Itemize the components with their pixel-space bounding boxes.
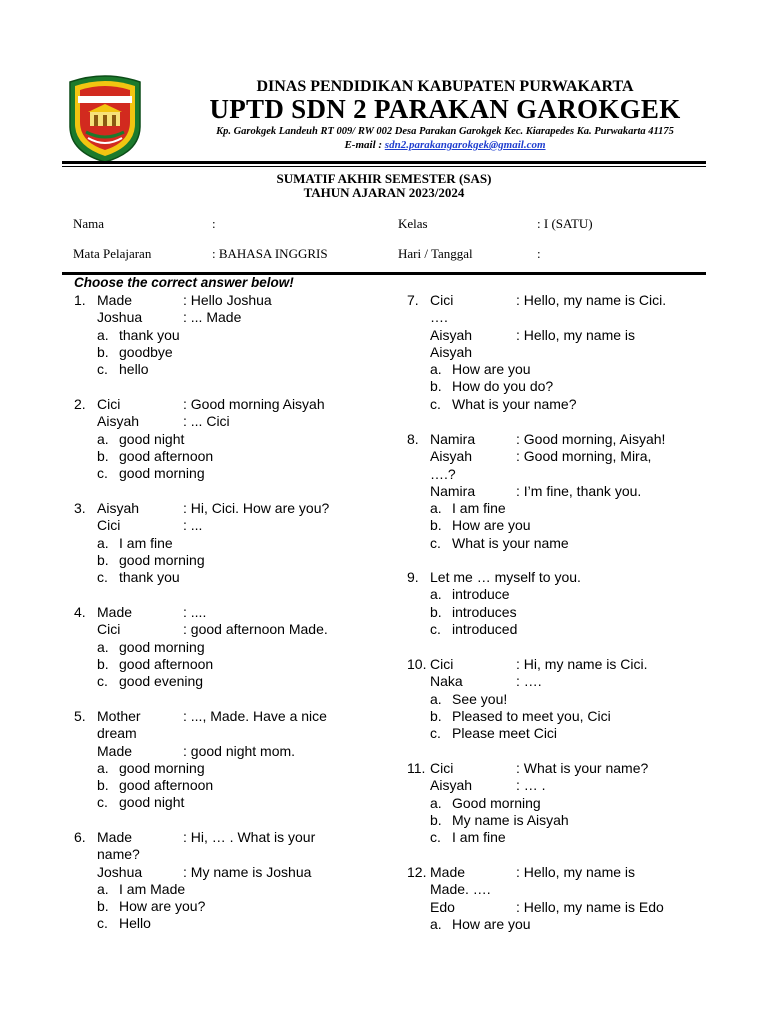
option-letter: b.	[97, 655, 109, 672]
question-item	[407, 656, 737, 742]
answer-option[interactable]	[407, 691, 737, 708]
question-item	[74, 604, 404, 690]
school-district-logo	[64, 74, 146, 164]
question-number: 7.	[407, 292, 419, 308]
mapel-value: : BAHASA INGGRIS	[212, 246, 328, 261]
option-text: How are you	[452, 361, 531, 378]
question-number: 5.	[74, 708, 86, 724]
question-text: : I’m fine, thank you.	[516, 482, 642, 499]
question-speaker: Joshua	[97, 309, 143, 326]
answer-option[interactable]	[74, 569, 404, 586]
question-line	[74, 621, 404, 638]
answer-option[interactable]	[407, 361, 737, 378]
answer-option[interactable]	[74, 760, 404, 777]
question-text: : What is your name?	[516, 760, 649, 776]
option-letter: b.	[97, 551, 109, 568]
question-line	[407, 431, 737, 448]
option-text: introduced	[452, 620, 518, 637]
agency-name: DINAS PENDIDIKAN KABUPATEN PURWAKARTA	[256, 78, 634, 95]
question-line	[407, 673, 737, 690]
question-line	[407, 760, 737, 777]
question-line	[74, 864, 404, 881]
question-line	[74, 500, 404, 517]
question-speaker: Made	[430, 864, 466, 880]
option-text: Good morning	[452, 794, 541, 811]
option-letter: b.	[97, 343, 109, 360]
question-text: : … .	[516, 777, 546, 794]
question-speaker: Let me … myself to you.	[430, 569, 581, 585]
question-line	[407, 292, 737, 309]
question-item	[407, 569, 737, 638]
option-text: I am fine	[119, 534, 173, 551]
option-letter: a.	[97, 759, 109, 776]
option-letter: a.	[430, 361, 442, 378]
question-text: : ...	[183, 517, 203, 534]
option-text: I am Made	[119, 880, 186, 897]
question-line	[74, 413, 404, 430]
question-speaker: Namira	[430, 431, 476, 447]
question-speaker: Made	[97, 604, 133, 620]
option-letter: b.	[97, 777, 109, 794]
question-text: : Hello Joshua	[183, 292, 272, 308]
header-divider	[62, 161, 706, 164]
header-divider-thin	[62, 166, 706, 167]
question-line	[74, 725, 404, 742]
answer-option[interactable]	[407, 795, 737, 812]
answer-option[interactable]	[74, 777, 404, 794]
option-letter: a.	[430, 915, 442, 932]
question-number: 11.	[407, 760, 426, 776]
instruction: Choose the correct answer below!	[74, 275, 294, 290]
option-text: How do you do?	[452, 378, 554, 395]
answer-option[interactable]	[407, 396, 737, 413]
option-text: hello	[119, 361, 149, 378]
option-text: What is your name?	[452, 395, 577, 412]
question-speaker: Aisyah	[430, 777, 473, 794]
option-letter: a.	[97, 880, 109, 897]
question-text: : good night mom.	[183, 742, 296, 759]
question-line	[407, 864, 737, 881]
question-line	[407, 881, 737, 898]
option-letter: c.	[430, 395, 441, 412]
answer-option[interactable]	[407, 708, 737, 725]
question-text: : Good morning Aisyah	[183, 396, 325, 412]
school-email-line	[160, 139, 730, 151]
question-text: : Hi, Cici. How are you?	[183, 500, 330, 516]
question-speaker: Aisyah	[430, 343, 473, 360]
email-link[interactable]: sdn2.parakangarokgek@gmail.com	[384, 139, 546, 151]
exam-name: SUMATIF AKHIR SEMESTER (SAS)	[276, 171, 492, 186]
option-text: good evening	[119, 673, 204, 690]
question-number: 6.	[74, 829, 86, 845]
option-text: good afternoon	[119, 655, 214, 672]
answer-option[interactable]	[407, 378, 737, 395]
question-item	[74, 292, 404, 378]
question-number: 3.	[74, 500, 86, 516]
question-speaker: Cici	[430, 292, 454, 308]
option-letter: c.	[430, 725, 441, 742]
answer-option[interactable]	[74, 431, 404, 448]
option-text: good night	[119, 430, 185, 447]
option-text: How are you	[452, 517, 531, 534]
question-speaker: Cici	[430, 760, 454, 776]
option-text: Hello	[119, 915, 151, 932]
question-speaker: Cici	[430, 656, 454, 672]
question-line	[74, 743, 404, 760]
answer-option[interactable]	[74, 673, 404, 690]
option-letter: c.	[97, 673, 108, 690]
answer-option[interactable]	[74, 535, 404, 552]
question-item	[407, 292, 737, 413]
question-number: 9.	[407, 569, 419, 585]
question-text: : ….	[516, 673, 542, 690]
option-letter: a.	[430, 500, 442, 517]
option-letter: b.	[97, 898, 109, 915]
option-letter: c.	[430, 829, 441, 846]
option-text: thank you	[119, 326, 180, 343]
option-text: What is your name	[452, 534, 569, 551]
option-letter: c.	[430, 534, 441, 551]
option-letter: c.	[97, 465, 108, 482]
question-line	[407, 327, 737, 344]
option-text: See you!	[452, 690, 508, 707]
question-text: : Hello, my name is	[516, 864, 636, 880]
option-text: How are you?	[119, 898, 206, 915]
option-text: introduces	[452, 603, 517, 620]
question-number: 8.	[407, 431, 419, 447]
question-speaker: Joshua	[97, 863, 143, 880]
school-name: UPTD SDN 2 PARAKAN GAROKGEK	[209, 94, 681, 124]
option-letter: a.	[430, 794, 442, 811]
question-line	[74, 396, 404, 413]
question-line	[74, 846, 404, 863]
question-speaker: Aisyah	[97, 413, 140, 430]
option-letter: a.	[97, 638, 109, 655]
answer-option[interactable]	[407, 500, 737, 517]
answer-option[interactable]	[74, 552, 404, 569]
option-letter: a.	[430, 690, 442, 707]
question-speaker: Made. ….	[430, 881, 491, 898]
answer-option[interactable]	[74, 915, 404, 932]
answer-option[interactable]	[74, 639, 404, 656]
question-speaker: Made	[97, 292, 133, 308]
option-letter: b.	[430, 707, 442, 724]
answer-option[interactable]	[74, 881, 404, 898]
question-speaker: ….?	[430, 465, 456, 482]
option-text: Pleased to meet you, Cici	[452, 707, 611, 724]
question-speaker: Edo	[430, 898, 455, 915]
answer-option[interactable]	[407, 604, 737, 621]
answer-option[interactable]	[407, 916, 737, 933]
question-text: : Hello, my name is Edo	[516, 898, 664, 915]
question-item	[407, 431, 737, 552]
question-line	[74, 708, 404, 725]
school-address: Kp. Garokgek Landeuh RT 009/ RW 002 Desa Parakan Garokgek Kec. Kiarapedes Ka. Purwakarta 41175	[216, 126, 674, 137]
option-letter: c.	[430, 620, 441, 637]
question-line	[407, 899, 737, 916]
option-letter: c.	[97, 569, 108, 586]
question-speaker: Cici	[97, 396, 121, 412]
question-text: : ....	[183, 604, 207, 620]
question-line	[407, 344, 737, 361]
question-speaker: Made	[97, 742, 133, 759]
question-text: : good afternoon Made.	[183, 621, 328, 638]
option-text: introduce	[452, 586, 510, 603]
question-line	[407, 569, 737, 586]
question-line	[407, 483, 737, 500]
answer-option[interactable]	[74, 361, 404, 378]
question-speaker: ….	[430, 309, 448, 326]
answer-option[interactable]	[74, 448, 404, 465]
exam-year: TAHUN AJARAN 2023/2024	[303, 185, 465, 200]
question-speaker: Made	[97, 829, 133, 845]
question-line	[74, 604, 404, 621]
question-text: : Good morning, Aisyah!	[516, 431, 666, 447]
question-item	[74, 708, 404, 812]
kelas-label: Kelas	[398, 216, 428, 231]
question-line	[74, 517, 404, 534]
question-number: 12.	[407, 864, 427, 880]
question-speaker: Naka	[430, 673, 463, 690]
option-text: good afternoon	[119, 447, 214, 464]
answer-option[interactable]	[74, 344, 404, 361]
question-speaker: Aisyah	[430, 448, 473, 465]
option-letter: a.	[97, 430, 109, 447]
option-text: good night	[119, 794, 185, 811]
option-text: I am fine	[452, 500, 506, 517]
answer-option[interactable]	[74, 656, 404, 673]
question-line	[74, 292, 404, 309]
option-text: good morning	[119, 638, 205, 655]
option-text: How are you	[452, 915, 531, 932]
option-letter: b.	[97, 447, 109, 464]
question-line	[407, 777, 737, 794]
question-line	[407, 656, 737, 673]
exam-title	[62, 172, 706, 200]
question-speaker: Namira	[430, 482, 476, 499]
answer-option[interactable]	[407, 586, 737, 603]
option-letter: b.	[430, 811, 442, 828]
option-text: good morning	[119, 759, 205, 776]
answer-option[interactable]	[407, 621, 737, 638]
question-number: 4.	[74, 604, 86, 620]
option-letter: b.	[430, 517, 442, 534]
option-letter: b.	[430, 378, 442, 395]
answer-option[interactable]	[407, 812, 737, 829]
option-letter: c.	[97, 794, 108, 811]
nama-label: Nama	[73, 216, 105, 231]
mapel-label: Mata Pelajaran	[73, 246, 152, 261]
option-letter: a.	[97, 534, 109, 551]
question-number: 2.	[74, 396, 86, 412]
question-line	[407, 448, 737, 465]
answer-option[interactable]	[74, 465, 404, 482]
answer-option[interactable]	[74, 794, 404, 811]
kelas-value: : I (SATU)	[537, 216, 593, 231]
question-item	[74, 500, 404, 586]
question-line	[74, 829, 404, 846]
question-speaker: Cici	[97, 621, 121, 638]
hari-value[interactable]: :	[537, 246, 541, 261]
option-letter: a.	[97, 326, 109, 343]
option-letter: c.	[97, 915, 108, 932]
email-label: E-mail :	[344, 139, 383, 151]
question-text: : ... Made	[183, 309, 242, 326]
answer-option[interactable]	[74, 327, 404, 344]
question-speaker: Mother	[97, 708, 141, 724]
answer-option[interactable]	[407, 535, 737, 552]
option-text: My name is Aisyah	[452, 811, 569, 828]
option-text: good morning	[119, 465, 205, 482]
option-text: goodbye	[119, 343, 173, 360]
question-line	[407, 309, 737, 326]
question-text: : My name is Joshua	[183, 863, 312, 880]
question-speaker: Aisyah	[97, 500, 140, 516]
question-line	[74, 309, 404, 326]
option-text: good morning	[119, 551, 205, 568]
question-item	[74, 829, 404, 933]
question-item	[407, 760, 737, 846]
answer-option[interactable]	[407, 725, 737, 742]
nama-value[interactable]: :	[212, 216, 216, 231]
question-text: : Hi, … . What is your	[183, 829, 316, 845]
option-letter: c.	[97, 361, 108, 378]
question-text: : Good morning, Mira,	[516, 448, 652, 465]
option-text: I am fine	[452, 829, 506, 846]
answer-option[interactable]	[407, 829, 737, 846]
question-number: 1.	[74, 292, 86, 308]
question-text: : Hello, my name is Cici.	[516, 292, 667, 308]
option-letter: a.	[430, 586, 442, 603]
option-text: thank you	[119, 569, 180, 586]
question-speaker: dream	[97, 725, 137, 742]
question-line	[407, 466, 737, 483]
question-item	[407, 864, 737, 933]
question-number: 10.	[407, 656, 427, 672]
answer-option[interactable]	[74, 898, 404, 915]
question-text: : Hi, my name is Cici.	[516, 656, 648, 672]
question-speaker: Aisyah	[430, 326, 473, 343]
question-item	[74, 396, 404, 482]
question-speaker: name?	[97, 846, 140, 863]
option-text: good afternoon	[119, 777, 214, 794]
option-letter: b.	[430, 603, 442, 620]
answer-option[interactable]	[407, 517, 737, 534]
question-text: : Hello, my name is	[516, 326, 636, 343]
hari-label: Hari / Tanggal	[398, 246, 473, 261]
option-text: Please meet Cici	[452, 725, 558, 742]
question-speaker: Cici	[97, 517, 121, 534]
question-text: : ..., Made. Have a nice	[183, 708, 327, 724]
question-text: : ... Cici	[183, 413, 230, 430]
